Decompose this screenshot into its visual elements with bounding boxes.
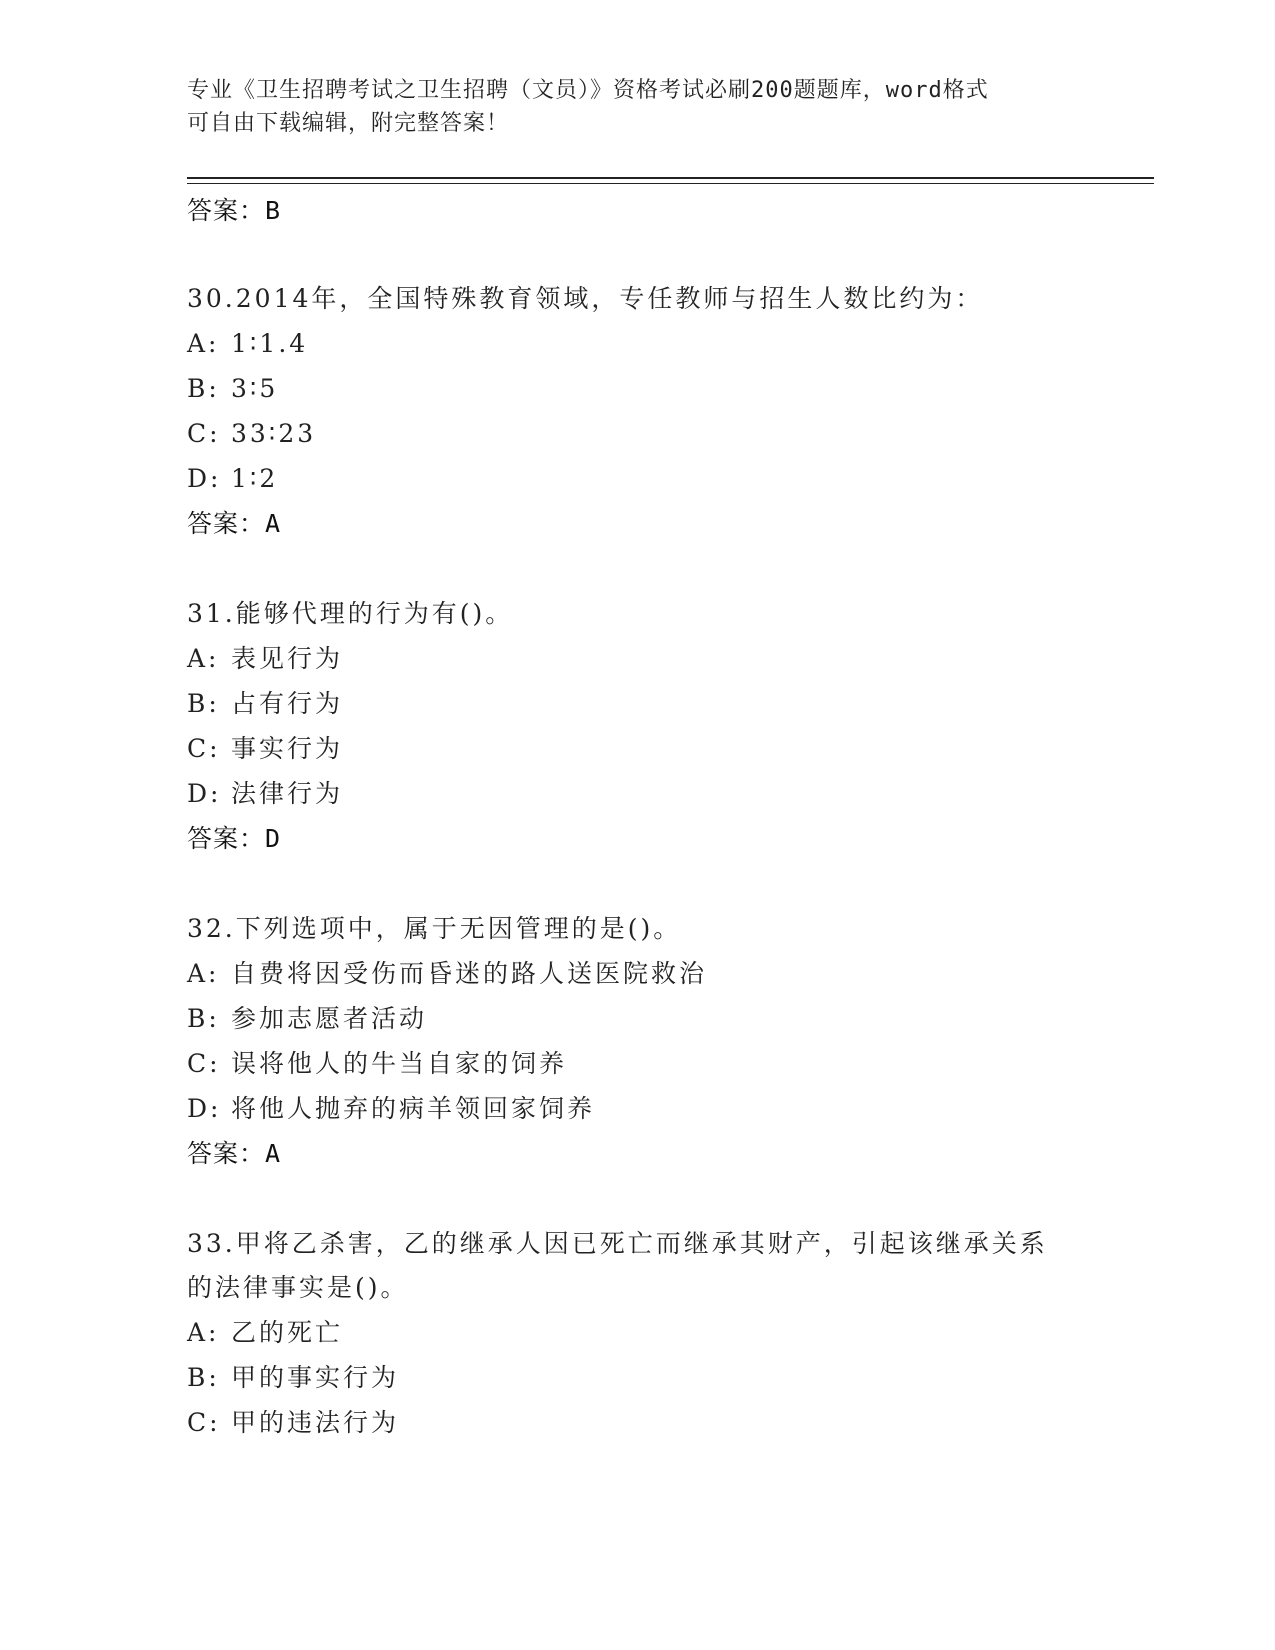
question-31: [187, 592, 1087, 862]
option-letter: C:: [187, 1049, 221, 1078]
question-stem-line-2: 的法律事实是()。: [187, 1273, 409, 1302]
option-letter: A:: [187, 959, 220, 988]
document-header: [187, 74, 1087, 140]
question-stem: 30.2014年，全国特殊教育领域，专任教师与招生人数比约为：: [187, 284, 984, 313]
option-text: 3∶5: [231, 374, 279, 403]
option-letter: C:: [187, 734, 221, 763]
option-text: 乙的死亡: [231, 1318, 344, 1347]
option-letter: A:: [187, 644, 220, 673]
option-letter: C:: [187, 1408, 221, 1437]
option-a: [187, 321, 1087, 366]
option-c: [187, 726, 1087, 771]
question-stem-line-1: 33.甲将乙杀害，乙的继承人因已死亡而继承其财产，引起该继承关系: [187, 1229, 1048, 1258]
option-b: [187, 1355, 1087, 1400]
option-d: [187, 456, 1087, 501]
option-a: [187, 951, 1087, 996]
option-text: 事实行为: [231, 734, 344, 763]
option-text: 表见行为: [231, 644, 344, 673]
option-letter: C:: [187, 419, 221, 448]
option-c: [187, 1041, 1087, 1086]
document-content: [187, 188, 1087, 1445]
answer-line: 答案：B: [187, 196, 282, 225]
option-letter: A:: [187, 1318, 220, 1347]
answer-line: 答案：D: [187, 824, 282, 853]
option-letter: D:: [187, 779, 222, 808]
option-text: 甲的违法行为: [231, 1408, 400, 1437]
option-text: 误将他人的牛当自家的饲养: [231, 1049, 568, 1078]
option-letter: D:: [187, 464, 222, 493]
option-text: 参加志愿者活动: [231, 1004, 428, 1033]
option-d: [187, 1086, 1087, 1131]
option-d: [187, 771, 1087, 816]
question-stem: 32.下列选项中，属于无因管理的是()。: [187, 914, 682, 943]
header-divider-thick: [187, 177, 1154, 179]
option-letter: A:: [187, 329, 220, 358]
option-text: 甲的事实行为: [231, 1363, 400, 1392]
option-letter: B:: [187, 1004, 220, 1033]
header-divider-thin: [187, 183, 1154, 184]
option-a: [187, 636, 1087, 681]
option-b: [187, 681, 1087, 726]
answer-line: 答案：A: [187, 509, 282, 538]
option-a: [187, 1310, 1087, 1355]
question-30: [187, 277, 1087, 547]
option-text: 法律行为: [231, 779, 344, 808]
question-33: [187, 1222, 1087, 1445]
option-b: [187, 366, 1087, 411]
answer-line: 答案：A: [187, 1139, 282, 1168]
option-text: 将他人抛弃的病羊领回家饲养: [231, 1094, 596, 1123]
option-letter: B:: [187, 1363, 220, 1392]
option-text: 1∶2: [231, 464, 279, 493]
question-32: [187, 907, 1087, 1177]
header-line-2: 可自由下载编辑，附完整答案！: [187, 111, 510, 136]
option-letter: B:: [187, 689, 220, 718]
option-c: [187, 1400, 1087, 1445]
option-text: 占有行为: [231, 689, 344, 718]
option-text: 自费将因受伤而昏迷的路人送医院救治: [231, 959, 708, 988]
option-text: 33∶23: [231, 419, 317, 448]
option-letter: D:: [187, 1094, 222, 1123]
option-text: 1∶1.4: [231, 329, 309, 358]
option-letter: B:: [187, 374, 220, 403]
option-c: [187, 411, 1087, 456]
header-line-1: 专业《卫生招聘考试之卫生招聘（文员）》资格考试必刷200题题库，word格式: [187, 78, 989, 103]
question-stem: 31.能够代理的行为有()。: [187, 599, 514, 628]
option-b: [187, 996, 1087, 1041]
